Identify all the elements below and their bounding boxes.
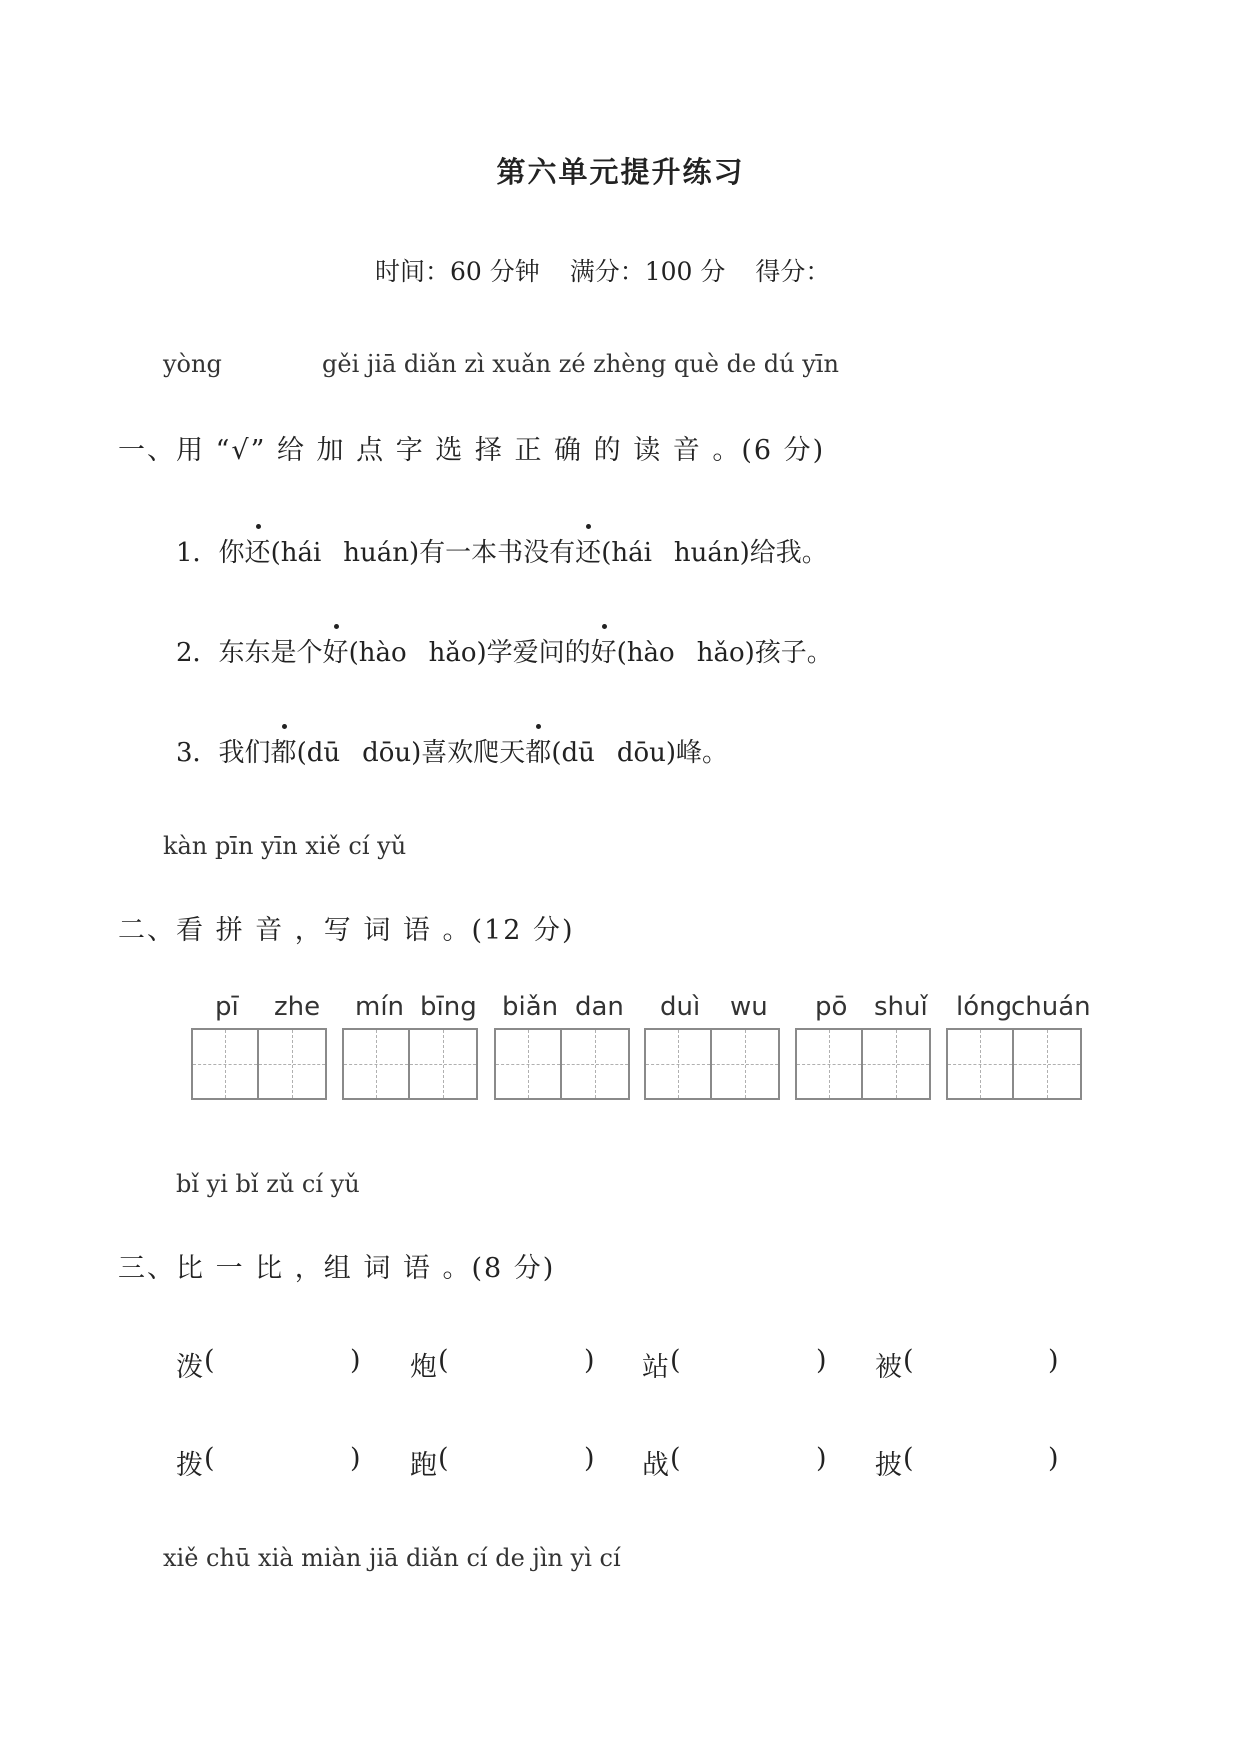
question-3 xyxy=(176,732,728,769)
word-4-pinyin-2: wu xyxy=(730,992,768,1022)
q3-option-b2[interactable]: dōu)峰。 xyxy=(616,738,729,768)
char-row1-3: 站 xyxy=(642,1352,669,1383)
paren-open: ( xyxy=(670,1345,681,1376)
q1-option-b1[interactable]: huán)有一本书没有 xyxy=(343,538,576,568)
q3-dotted-char-2: 都 xyxy=(525,732,551,769)
word-2-pinyin-1: mín xyxy=(355,992,405,1022)
q2-dotted-char-2: 好 xyxy=(591,632,617,669)
q2-option-a2[interactable]: (hào xyxy=(616,638,675,668)
q1-option-a2[interactable]: (hái xyxy=(601,538,652,568)
sec1-pinyin-a: yòng xyxy=(163,350,222,378)
word-2-pinyin-2: bīng xyxy=(420,992,477,1022)
writing-box-4[interactable] xyxy=(644,1028,780,1100)
word-1-pinyin-2: zhe xyxy=(274,992,321,1022)
q2-dotted-char-1: 好 xyxy=(323,632,349,669)
sec2-heading: 二、看 拼 音 ，写 词 语 。(12 分) xyxy=(118,915,575,946)
q2-option-b1[interactable]: hǎo)学爱问的 xyxy=(428,638,591,668)
paren-close: ) xyxy=(584,1345,595,1376)
paren-close: ) xyxy=(1048,1443,1059,1474)
paren-close: ) xyxy=(816,1345,827,1376)
char-row2-3: 战 xyxy=(642,1450,669,1481)
q3-dotted-char-1: 都 xyxy=(271,732,297,769)
q1-dotted-char-1: 还 xyxy=(245,532,271,569)
exam-meta xyxy=(375,252,852,288)
writing-box-5[interactable] xyxy=(795,1028,931,1100)
paren-open: ( xyxy=(204,1443,215,1474)
char-row2-2: 跑 xyxy=(410,1450,437,1481)
paren-open: ( xyxy=(903,1345,914,1376)
writing-box-6[interactable] xyxy=(946,1028,1082,1100)
word-3-pinyin-1: biǎn xyxy=(502,992,559,1022)
word-1-pinyin-1: pī xyxy=(215,992,239,1022)
char-row1-2: 炮 xyxy=(410,1352,437,1383)
full-score: 满分：100 分 xyxy=(569,257,726,286)
paren-open: ( xyxy=(204,1345,215,1376)
sec1-pinyin-b: gěi jiā diǎn zì xuǎn zé zhèng què de dú yīn xyxy=(322,350,839,378)
writing-box-2[interactable] xyxy=(342,1028,478,1100)
char-row1-4: 被 xyxy=(875,1352,902,1383)
sec2-pinyin: kàn pīn yīn xiě cí yǔ xyxy=(163,832,407,860)
question-1 xyxy=(176,532,828,569)
page-title: 第六单元提升练习 xyxy=(496,155,745,189)
char-row1-1: 泼 xyxy=(176,1352,203,1383)
q2-option-b2[interactable]: hǎo)孩子。 xyxy=(696,638,833,668)
q3-option-b1[interactable]: dōu)喜欢爬天 xyxy=(362,738,526,768)
word-4-pinyin-1: duì xyxy=(660,992,701,1022)
word-3-pinyin-2: dan xyxy=(575,992,624,1022)
char-row2-1: 拨 xyxy=(176,1450,203,1481)
sec4-pinyin: xiě chū xià miàn jiā diǎn cí de jìn yì cí xyxy=(163,1544,621,1572)
word-5-pinyin-1: pō xyxy=(815,992,848,1022)
paren-open: ( xyxy=(438,1345,449,1376)
sec1-heading: 一、用 “√” 给 加 点 字 选 择 正 确 的 读 音 。(6 分) xyxy=(118,435,826,466)
time-limit: 时间：60 分钟 xyxy=(375,257,540,286)
sec3-pinyin: bǐ yi bǐ zǔ cí yǔ xyxy=(176,1170,360,1198)
word-6-pinyin-1: lóng xyxy=(956,992,1013,1022)
q3-option-a2[interactable]: (dū xyxy=(551,738,595,768)
writing-box-1[interactable] xyxy=(191,1028,327,1100)
writing-box-3[interactable] xyxy=(494,1028,630,1100)
q1-dotted-char-2: 还 xyxy=(575,532,601,569)
q1-option-a1[interactable]: (hái xyxy=(270,538,322,568)
q3-prefix: 3．我们 xyxy=(176,738,271,768)
paren-open: ( xyxy=(670,1443,681,1474)
paren-close: ) xyxy=(1048,1345,1059,1376)
q1-prefix: 1．你 xyxy=(176,538,245,568)
score-field: 得分： xyxy=(755,257,831,286)
q2-prefix: 2．东东是个 xyxy=(176,638,323,668)
paren-close: ) xyxy=(584,1443,595,1474)
paren-close: ) xyxy=(350,1443,361,1474)
q2-option-a1[interactable]: (hào xyxy=(348,638,407,668)
char-row2-4: 披 xyxy=(875,1450,902,1481)
word-6-pinyin-2: chuán xyxy=(1011,992,1091,1022)
sec3-heading: 三、比 一 比 ，组 词 语 。(8 分) xyxy=(118,1253,556,1284)
paren-close: ) xyxy=(816,1443,827,1474)
paren-close: ) xyxy=(350,1345,361,1376)
paren-open: ( xyxy=(438,1443,449,1474)
paren-open: ( xyxy=(903,1443,914,1474)
q1-option-b2[interactable]: huán)给我。 xyxy=(673,538,828,568)
q3-option-a1[interactable]: (dū xyxy=(296,738,341,768)
question-2 xyxy=(176,632,833,669)
word-5-pinyin-2: shuǐ xyxy=(874,992,928,1022)
